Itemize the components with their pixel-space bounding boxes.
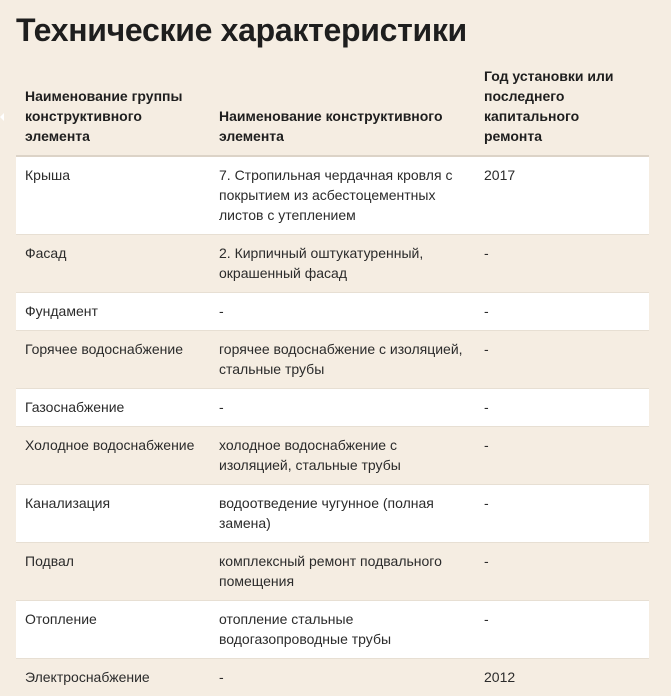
year-cell: - [475,235,649,293]
year-cell: 2017 [475,156,649,235]
year-cell: - [475,389,649,427]
element-name-cell: горячее водоснабжение с изоляцией, стальные трубы [210,331,475,389]
year-cell: - [475,427,649,485]
year-cell: 2012 [475,659,649,696]
element-name-cell: - [210,293,475,331]
element-name-cell: комплексный ремонт подвального помещения [210,543,475,601]
group-name-cell: Холодное водоснабжение [16,427,210,485]
element-name-cell: водоотведение чугунное (полная замена) [210,485,475,543]
year-cell: - [475,543,649,601]
table-row [16,389,649,427]
table-row [16,156,649,235]
element-name-cell: 7. Стропильная чердачная кровля с покрытием из асбестоцементных листов с утеплением [210,156,475,235]
table-row [16,235,649,293]
group-name-cell: Фундамент [16,293,210,331]
table-row [16,485,649,543]
year-cell: - [475,293,649,331]
header-group-name: Наименование группы конструктивного элемента [16,62,210,156]
specs-table [16,62,649,696]
group-name-cell: Электроснабжение [16,659,210,696]
group-name-cell: Отопление [16,601,210,659]
table-header-row [16,62,649,156]
element-name-cell: холодное водоснабжение с изоляцией, стальные трубы [210,427,475,485]
group-name-cell: Горячее водоснабжение [16,331,210,389]
group-name-cell: Крыша [16,156,210,235]
group-name-cell: Фасад [16,235,210,293]
year-cell: - [475,485,649,543]
table-row [16,659,649,696]
header-element-name: Наименование конструктивного элемента [210,62,475,156]
element-name-cell: 2. Кирпичный оштукатуренный, окрашенный фасад [210,235,475,293]
table-row [16,293,649,331]
group-name-cell: Канализация [16,485,210,543]
table-row [16,601,649,659]
year-cell: - [475,331,649,389]
year-cell: - [475,601,649,659]
table-row [16,543,649,601]
group-name-cell: Газоснабжение [16,389,210,427]
element-name-cell: - [210,659,475,696]
element-name-cell: отопление стальные водогазопроводные трубы [210,601,475,659]
header-install-year: Год установки или последнего капитального ремонта [475,62,649,156]
group-name-cell: Подвал [16,543,210,601]
edge-indicator-icon [0,113,4,121]
table-row [16,427,649,485]
table-row [16,331,649,389]
page-title: Технические характеристики [16,10,467,50]
element-name-cell: - [210,389,475,427]
